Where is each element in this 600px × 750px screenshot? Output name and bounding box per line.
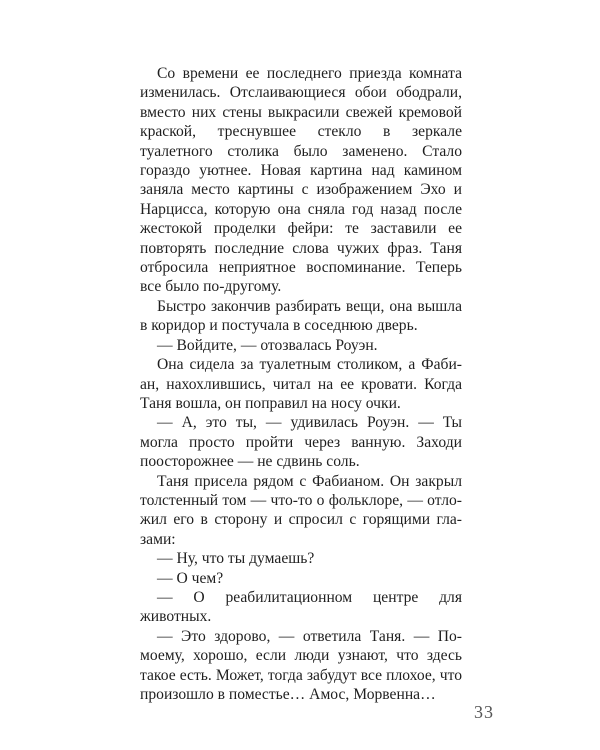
paragraph: — Войдите, — отозвалась Роуэн. [157, 336, 378, 354]
paragraph: — А, это ты, — удивилась Роуэн. — Ты могла просто пройти через ванную. Заходи поосторожнее — не сдвинь соль. [140, 414, 462, 471]
paragraph: Таня присела рядом с Фабианом. Он закрыл толстенный том — что-то о фольклоре, — отложил его в сторону и спросил с горящими глазами: [140, 472, 462, 548]
paragraph: Она сидела за туалетным столиком, а Фабиан, нахохлившись, читал на ее кровати. Когда Таня вошла, он поправил на носу очки. [140, 356, 462, 412]
page-number: 33 [474, 702, 494, 722]
body-text [140, 64, 462, 704]
paragraph: — Это здорово, — ответила Таня. — По-моему, хорошо, если люди узнают, что здесь такое есть. Может, тогда забудут все плохое, что произошло в поместье… Амос, Морвенна… [140, 627, 462, 703]
paragraph: Быстро закончив разбирать вещи, она вышла в коридор и постучала в соседнюю дверь. [140, 297, 462, 335]
paragraph: — О чем? [157, 569, 224, 587]
paragraph: — Ну, что ты думаешь? [157, 550, 315, 568]
paragraph: Со времени ее последнего приезда комната изменилась. Отслаивающиеся обои ободрали, вместо них стены выкрасили свежей кремовой краской, треснувшее стекло в зеркале туалетного столика было заменено. Стало гораздо уютнее. Новая картина над камином заняла место картины с изображением Эхо и Нарцисса, которую она сняла год назад после жестокой проделки фейри: те заставили ее повторять последние слова чужих фраз. Таня отбросила неприятное воспоминание. Теперь все было по-другому. [140, 65, 462, 296]
paragraph: — О реабилитационном центре для животных. [140, 588, 462, 626]
